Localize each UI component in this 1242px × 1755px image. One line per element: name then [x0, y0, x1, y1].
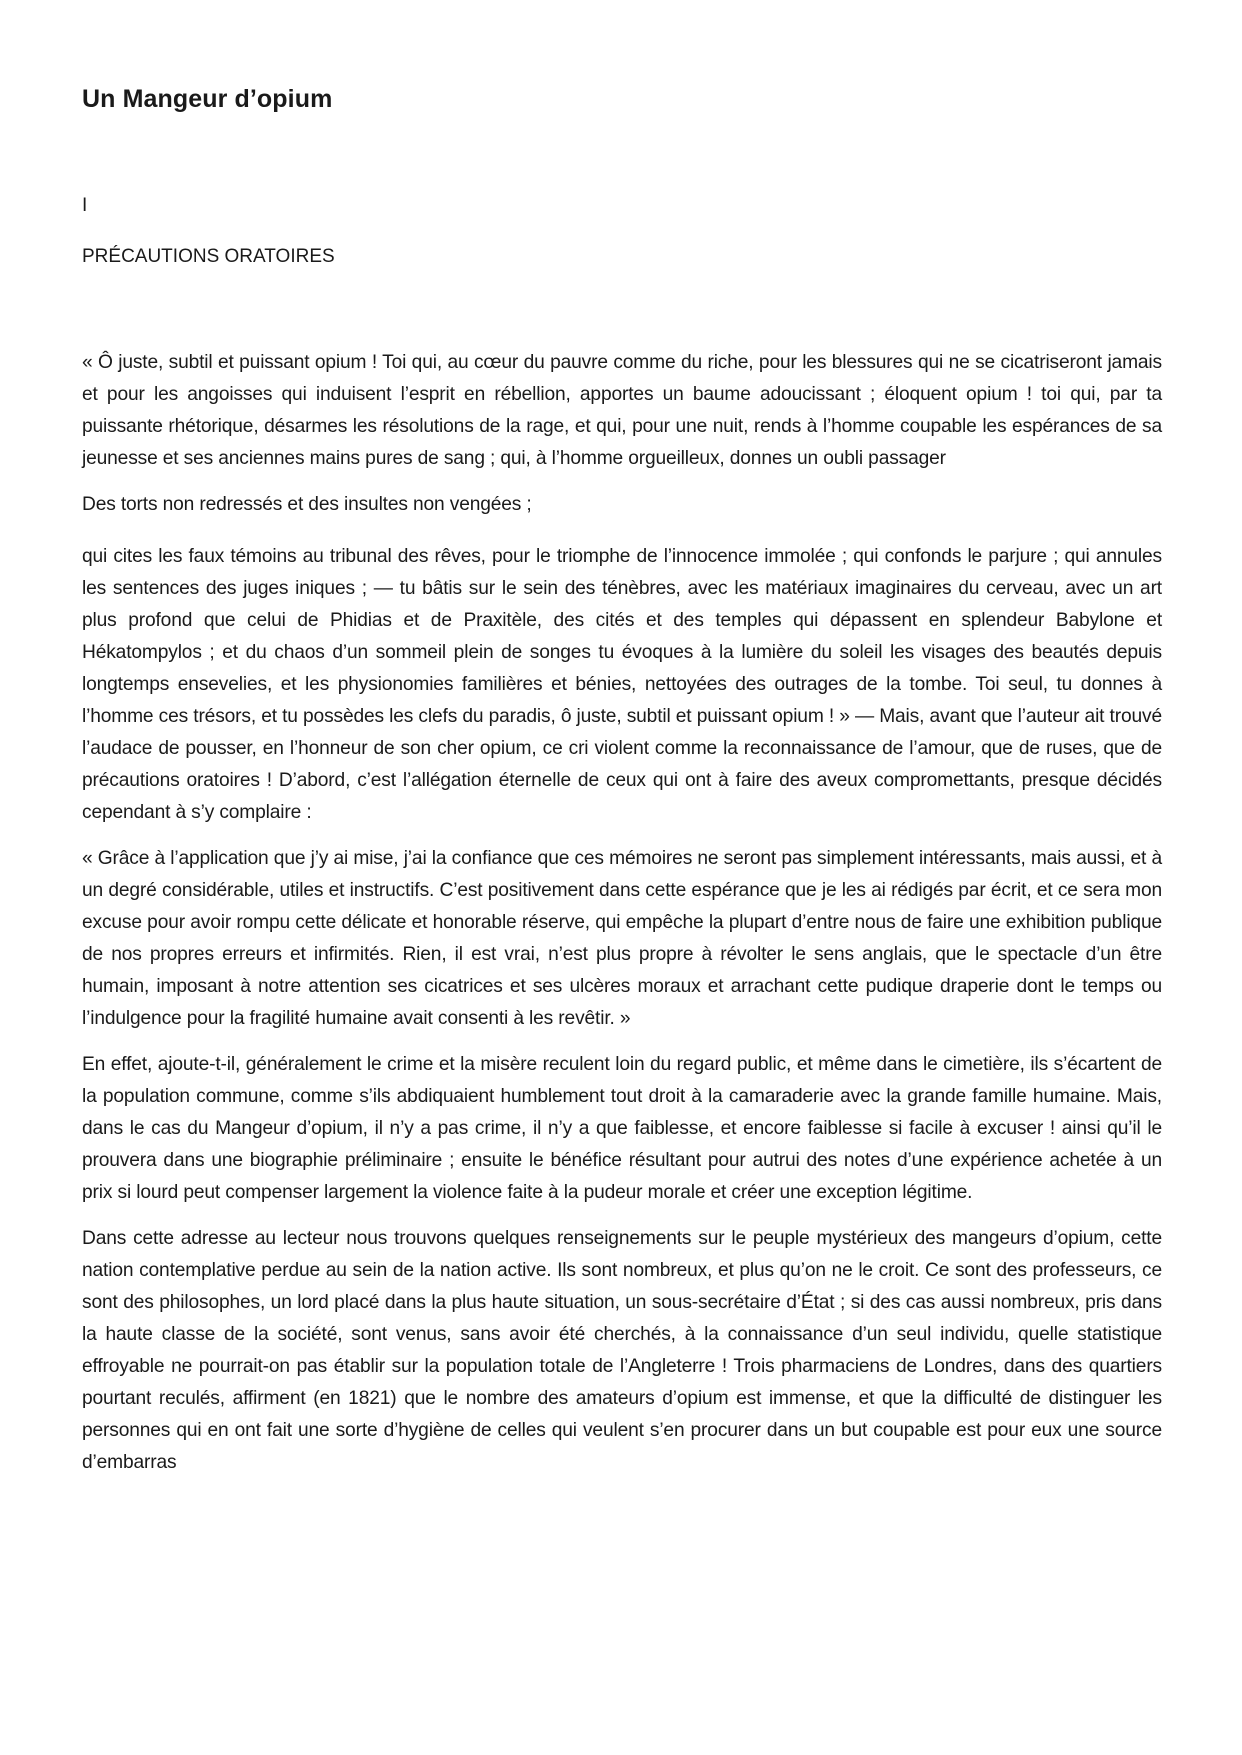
page-title: Un Mangeur d’opium [82, 85, 333, 113]
paragraph: « Ô juste, subtil et puissant opium ! Toi qui, au cœur du pauvre comme du riche, pour les blessures qui ne se cicatriseront jamais et pour les angoisses qui induisent l’esprit en rébellion, apportes un baume adoucissant ; éloquent opium ! toi qui, par ta puissante rhétorique, désarmes les résolutions de la rage, et qui, pour une nuit, rends à l’homme coupable les espérances de sa jeunesse et ses anciennes mains pures de sang ; qui, à l’homme orgueilleux, donnes un oubli passager [82, 352, 1162, 469]
paragraph: qui cites les faux témoins au tribunal des rêves, pour le triomphe de l’innocence immolée ; qui confonds le parjure ; qui annules les sentences des juges iniques ; — tu bâtis sur le sein des ténèbres, avec les matériaux imaginaires du cerveau, avec un art plus profond que celui de Phidias et de Praxitèle, des cités et des temples qui dépassent en splendeur Babylone et Hékatompylos ; et du chaos d’un sommeil plein de songes tu évoques à la lumière du soleil les visages des beautés depuis longtemps ensevelies, et les physionomies familières et bénies, nettoyées des outrages de la tombe. Toi seul, tu donnes à l’homme ces trésors, et tu possèdes les clefs du paradis, ô juste, subtil et puissant opium ! » — Mais, avant que l’auteur ait trouvé l’audace de pousser, en l’honneur de son cher opium, ce cri violent comme la reconnaissance de l’amour, que de ruses, que de précautions oratoires ! D’abord, c’est l’allégation éternelle de ceux qui ont à faire des aveux compromettants, presque décidés cependant à s’y complaire : [82, 546, 1162, 823]
section-heading: PRÉCAUTIONS ORATOIRES [82, 246, 335, 267]
body-text [82, 347, 1162, 1493]
paragraph: Dans cette adresse au lecteur nous trouvons quelques renseignements sur le peuple mystérieux des mangeurs d’opium, cette nation contemplative perdue au sein de la nation active. Ils sont nombreux, et plus qu’on ne le croit. Ce sont des professeurs, ce sont des philosophes, un lord placé dans la plus haute situation, un sous-secrétaire d’État ; si des cas aussi nombreux, pris dans la haute classe de la société, sont venus, sans avoir été cherchés, à la connaissance d’un seul individu, quelle statistique effroyable ne pourrait-on pas établir sur la population totale de l’Angleterre ! Trois pharmaciens de Londres, dans des quartiers pourtant reculés, affirment (en 1821) que le nombre des amateurs d’opium est immense, et que la difficulté de distinguer les personnes qui en ont fait une sorte d’hygiène de celles qui veulent s’en procurer dans un but coupable est pour eux une source d’embarras [82, 1228, 1162, 1473]
paragraph: « Grâce à l’application que j’y ai mise, j’ai la confiance que ces mémoires ne seront pas simplement intéressants, mais aussi, et à un degré considérable, utiles et instructifs. C’est positivement dans cette espérance que je les ai rédigés par écrit, et ce sera mon excuse pour avoir rompu cette délicate et honorable réserve, qui empêche la plupart d’entre nous de faire une exhibition publique de nos propres erreurs et infirmités. Rien, il est vrai, n’est plus propre à révolter le sens anglais, que le spectacle d’un être humain, imposant à notre attention ses cicatrices et ses ulcères moraux et arrachant cette pudique draperie dont le temps ou l’indulgence pour la fragilité humaine avait consenti à les revêtir. » [82, 848, 1162, 1029]
paragraph: En effet, ajoute-t-il, généralement le crime et la misère reculent loin du regard public, et même dans le cimetière, ils s’écartent de la population commune, comme s’ils abdiquaient humblement tout droit à la camaraderie avec la grande famille humaine. Mais, dans le cas du Mangeur d’opium, il n’y a pas crime, il n’y a que faiblesse, et encore faiblesse si facile à excuser ! ainsi qu’il le prouvera dans une biographie préliminaire ; ensuite le bénéfice résultant pour autrui des notes d’une expérience achetée à un prix si lourd peut compenser largement la violence faite à la pudeur morale et créer une exception légitime. [82, 1054, 1162, 1203]
paragraph: Des torts non redressés et des insultes non vengées ; [82, 494, 532, 515]
part-number: I [82, 195, 88, 216]
